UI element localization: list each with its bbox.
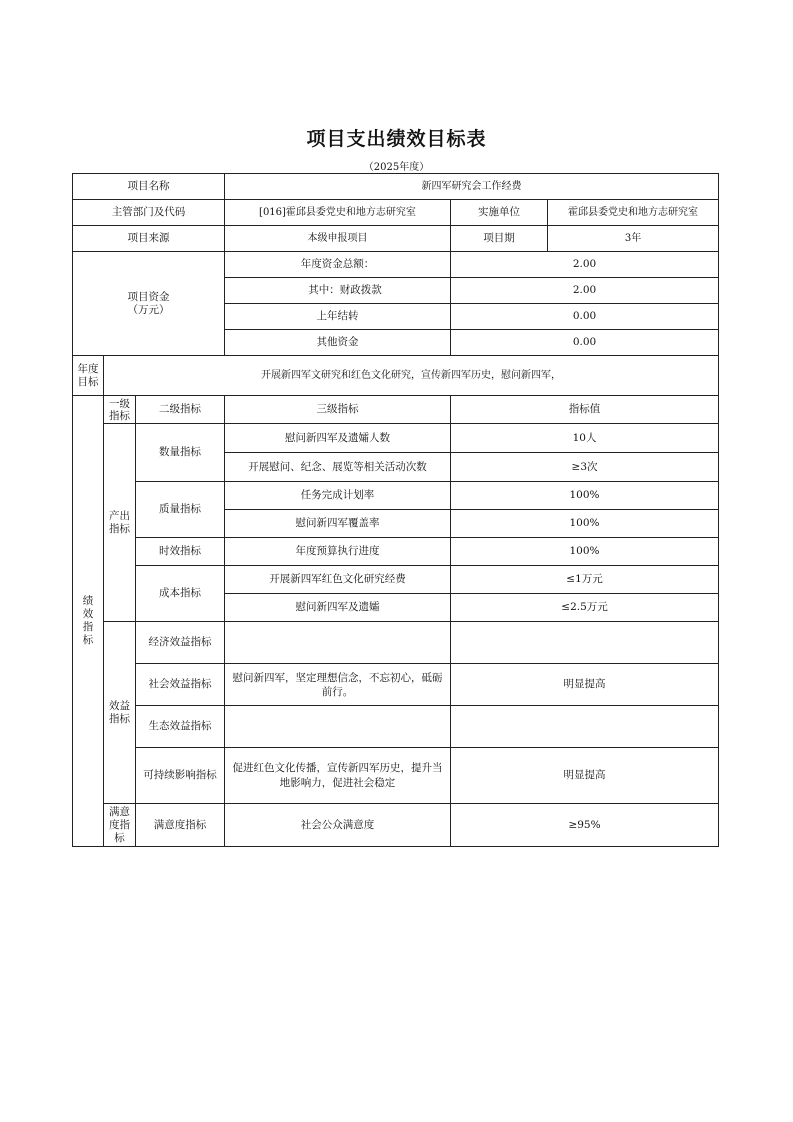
indicator-value: ≤1万元: [451, 566, 719, 594]
funds-fiscal-label: 其中：财政拨款: [225, 278, 451, 304]
indicator-name: 任务完成计划率: [225, 482, 451, 510]
table-row: [73, 622, 719, 664]
indicator-value: ≤2.5万元: [451, 594, 719, 622]
funds-total-value: 2.00: [451, 252, 719, 278]
indicator-value: ≥95%: [451, 804, 719, 847]
sustainable-indicator-label: 可持续影响指标: [136, 748, 225, 804]
dept-value: [016]霍邱县委党史和地方志研究室: [225, 200, 451, 226]
timeliness-indicator-label: 时效指标: [136, 538, 225, 566]
table-row: [73, 804, 719, 847]
funds-other-value: 0.00: [451, 330, 719, 356]
funds-fiscal-value: 2.00: [451, 278, 719, 304]
indicator-value: 明显提高: [451, 748, 719, 804]
indicator-value: ≥3次: [451, 453, 719, 482]
cost-indicator-label: 成本指标: [136, 566, 225, 622]
col-level2-header: 二级指标: [136, 396, 225, 424]
indicator-name: 社会公众满意度: [225, 804, 451, 847]
project-name-value: 新四军研究会工作经费: [225, 174, 719, 200]
table-row: [73, 424, 719, 453]
row-indicator-header: [73, 396, 719, 424]
funds-label: 项目资金 （万元）: [73, 252, 225, 356]
project-name-label: 项目名称: [73, 174, 225, 200]
col-value-header: 指标值: [451, 396, 719, 424]
dept-label: 主管部门及代码: [73, 200, 225, 226]
page-title: 项目支出绩效目标表: [306, 128, 487, 150]
performance-table: [72, 173, 719, 847]
indicator-name: 慰问新四军覆盖率: [225, 510, 451, 538]
indicator-name: 慰问新四军，坚定理想信念，不忘初心，砥砺前行。: [225, 664, 451, 706]
impl-value: 霍邱县委党史和地方志研究室: [548, 200, 719, 226]
ecological-indicator-label: 生态效益指标: [136, 706, 225, 748]
indicator-name: 年度预算执行进度: [225, 538, 451, 566]
col-level1-header: 一级 指标: [104, 396, 136, 424]
row-goal: [73, 356, 719, 396]
indicator-name: [225, 706, 451, 748]
effect-indicator-label: 效益 指标: [104, 622, 136, 804]
indicator-value: 100%: [451, 482, 719, 510]
goal-label: 年度 目标: [73, 356, 104, 396]
impl-label: 实施单位: [451, 200, 548, 226]
funds-total-label: 年度资金总额：: [225, 252, 451, 278]
col-level3-header: 三级指标: [225, 396, 451, 424]
table-row: [73, 482, 719, 510]
indicator-name: 慰问新四军及遗孀: [225, 594, 451, 622]
funds-carryover-value: 0.00: [451, 304, 719, 330]
indicator-value: [451, 706, 719, 748]
year-label: （2025年度）: [363, 162, 430, 173]
social-indicator-label: 社会效益指标: [136, 664, 225, 706]
quantity-indicator-label: 数量指标: [136, 424, 225, 482]
table-row: [73, 566, 719, 594]
indicator-value: 10人: [451, 424, 719, 453]
table-row: [73, 664, 719, 706]
indicators-section-label: 绩 效 指 标: [73, 396, 104, 847]
table-row: [73, 706, 719, 748]
row-source: [73, 226, 719, 252]
source-label: 项目来源: [73, 226, 225, 252]
funds-carryover-label: 上年结转: [225, 304, 451, 330]
row-dept: [73, 200, 719, 226]
indicator-value: 100%: [451, 538, 719, 566]
row-funds-total: [73, 252, 719, 278]
indicator-name: 促进红色文化传播，宣传新四军历史，提升当地影响力，促进社会稳定: [225, 748, 451, 804]
indicator-name: 慰问新四军及遗孀人数: [225, 424, 451, 453]
indicator-value: [451, 622, 719, 664]
indicator-name: 开展慰问、纪念、展览等相关活动次数: [225, 453, 451, 482]
period-label: 项目期: [451, 226, 548, 252]
row-project-name: [73, 174, 719, 200]
indicator-name: 开展新四军红色文化研究经费: [225, 566, 451, 594]
source-value: 本级申报项目: [225, 226, 451, 252]
table-row: [73, 538, 719, 566]
output-indicator-label: 产出 指标: [104, 424, 136, 622]
goal-text: 开展新四军文研究和红色文化研究，宣传新四军历史，慰问新四军，: [104, 356, 719, 396]
table-row: [73, 748, 719, 804]
economic-indicator-label: 经济效益指标: [136, 622, 225, 664]
period-value: 3年: [548, 226, 719, 252]
indicator-name: [225, 622, 451, 664]
satisfaction-level1-label: 满意 度指 标: [104, 804, 136, 847]
quality-indicator-label: 质量指标: [136, 482, 225, 538]
indicator-value: 明显提高: [451, 664, 719, 706]
funds-other-label: 其他资金: [225, 330, 451, 356]
satisfaction-indicator-label: 满意度指标: [136, 804, 225, 847]
indicator-value: 100%: [451, 510, 719, 538]
